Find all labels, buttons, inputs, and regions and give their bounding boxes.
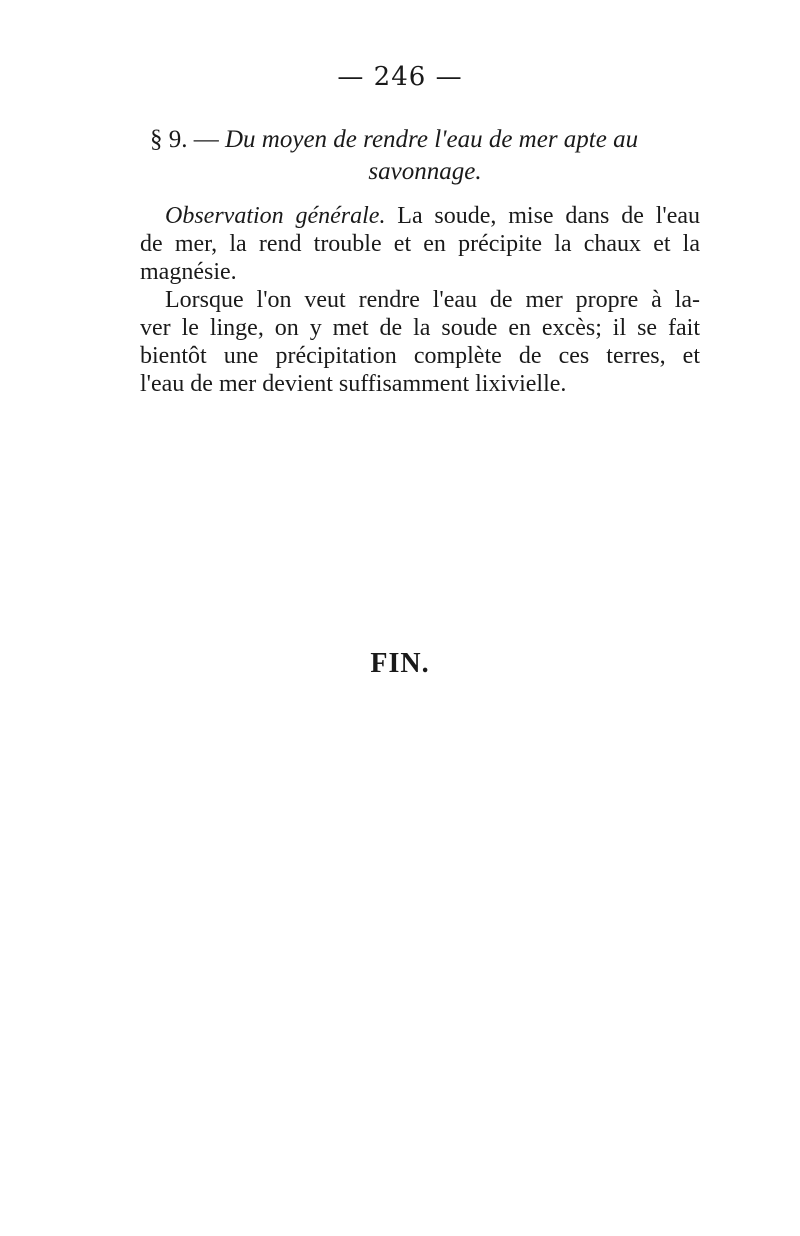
paragraph-2-line-4: l'eau de mer devient suffisamment lixivielle.	[140, 371, 567, 397]
page-number: — 246 —	[337, 62, 463, 92]
section-heading-line1	[150, 124, 700, 156]
paragraph-1-line-1	[140, 202, 700, 230]
section-heading	[150, 124, 700, 188]
paragraph-1-line-3: magnésie.	[140, 259, 237, 285]
section-title-part2: savonnage.	[368, 158, 482, 185]
body-text	[140, 202, 700, 398]
paragraph-2-line-3: bientôt une précipitation complète de ces terres, et	[140, 343, 700, 369]
paragraph-1-line-2: de mer, la rend trouble et en précipite la chaux et la	[140, 231, 700, 257]
observation-label: Observation générale.	[165, 203, 386, 229]
section-number: § 9. —	[150, 126, 225, 153]
paragraph-2-line-2: ver le linge, on y met de la soude en excès; il se fait	[140, 315, 700, 341]
section-title-part1: Du moyen de rendre l'eau de mer apte au	[225, 126, 639, 153]
paragraph-2-line-1: Lorsque l'on veut rendre l'eau de mer propre à la-	[165, 287, 700, 313]
end-mark: FIN.	[370, 648, 430, 679]
paragraph-1-line-1-rest: La soude, mise dans de l'eau	[385, 203, 700, 229]
